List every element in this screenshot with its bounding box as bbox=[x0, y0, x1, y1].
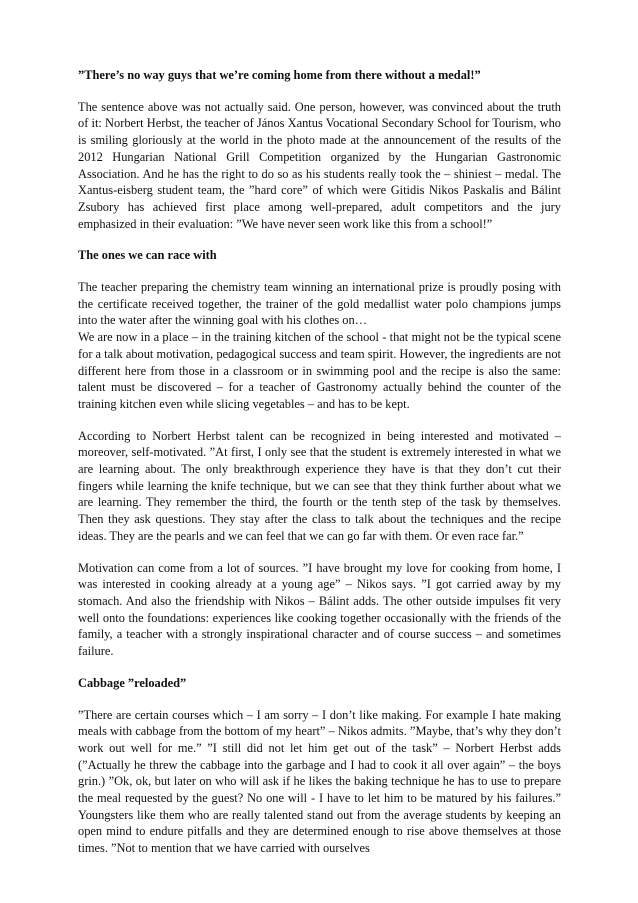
heading-no-way-guys: ”There’s no way guys that we’re coming home from there without a medal!” bbox=[78, 68, 481, 82]
paragraph-motivation: Motivation can come from a lot of sources. ”I have brought my love for cooking from home, I was interested in cooking already at a young age” – Nikos says. ”I got carried away by my stomach. And also the friendship with Nikos – Bálint adds. The other outside impulses fit very well onto the foundations: experiences like cooking together occasionally with the friends of the family, a teacher with a strongly inspirational character and of course success – and sometimes failure. bbox=[78, 560, 561, 659]
paragraph-chemistry-team: The teacher preparing the chemistry team winning an international prize is proudly posing with the certificate received together, the trainer of the gold medallist water polo champions jumps into the water after the winning goal with his clothes on… bbox=[78, 280, 561, 328]
heading-cabbage-reloaded: Cabbage ”reloaded” bbox=[78, 675, 187, 690]
paragraph-training-kitchen: We are now in a place – in the training kitchen of the school - that might not be the typical scene for a talk about motivation, pedagogical success and team spirit. However, the ingredients are not different here from those in a classroom or in swimming pool and the recipe is also the same: talent must be discovered – for a teacher of Gastronomy actually behind the counter of the training kitchen even while slicing vegetables – and has to be kept. bbox=[78, 330, 561, 411]
paragraph-intro: The sentence above was not actually said. One person, however, was convinced about the truth of it: Norbert Herbst, the teacher of János Xantus Vocational Secondary School for Tourism, who is smiling gloriously at the world in the photo made at the announcement of the results of the 2012 Hungarian National Grill Competition organized by the Hungarian Gastronomic Association. And he has the right to do so as his students really took the – shiniest – medal. The Xantus-eisberg student team, the ”hard core” of which were Gitidis Nikos Paskalis and Bálint Zsubory has achieved first place among well-prepared, adult competitors and the jury emphasized in their evaluation: ”We have never seen work like this from a school!” bbox=[78, 99, 561, 231]
paragraph-cabbage: ”There are certain courses which – I am sorry – I don’t like making. For example I hate making meals with cabbage from the bottom of my heart” – Nikos admits. ”Maybe, that’s why they don’t work out well for me.” ”I still did not let him get out of the task” – Norbert Herbst adds (”Actually he threw the cabbage into the garbage and I had to cook it all over again” – the boys grin.) ”Ok, ok, but later on who will ask if he likes the baking technique he has to use to prepare the meal requested by the guest? No one will - I have to let him to be matured by his failures.” Youngsters like them who are really talented stand out from the average students by keeping an open mind to endure pitfalls and they are determined enough to rise above themselves at those times. ”Not to mention that we have carried with ourselves bbox=[78, 707, 561, 856]
paragraph-talent-recognition: According to Norbert Herbst talent can be recognized in being interested and motivated – moreover, self-motivated. ”At first, I only see that the student is extremely interested in what we are learning about. The only breakthrough experience they have is that they don’t cut their fingers while learning the knife technique, but we can see that they think further about what we are learning. They remember the third, the fourth or the tenth step of the task by themselves. Then they ask questions. They stay after the class to talk about the techniques and the recipe ideas. They are the pearls and we can feel that we can go far with them. Or even race far.” bbox=[78, 428, 561, 543]
heading-race-with: The ones we can race with bbox=[78, 248, 217, 263]
